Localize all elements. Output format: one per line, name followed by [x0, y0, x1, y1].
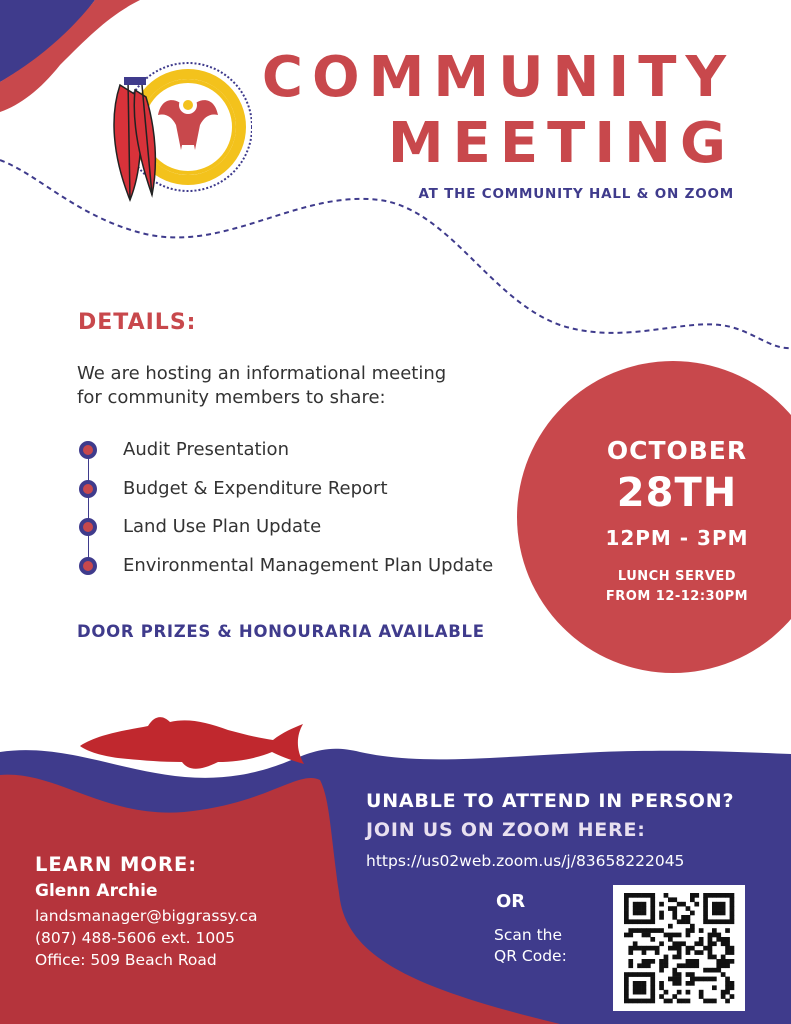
- title-line-meeting: MEETING: [387, 111, 735, 176]
- bullet-dot-icon: [79, 480, 97, 498]
- agenda-item-label: Environmental Management Plan Update: [123, 554, 494, 576]
- agenda-item-label: Budget & Expenditure Report: [123, 477, 388, 499]
- unable-to-attend-heading: UNABLE TO ATTEND IN PERSON?: [366, 790, 735, 812]
- zoom-meeting-link[interactable]: https://us02web.zoom.us/j/83658222045: [366, 852, 685, 870]
- lunch-line-2: FROM 12-12:30PM: [605, 589, 749, 604]
- door-prizes-note: DOOR PRIZES & HONOURARIA AVAILABLE: [77, 622, 485, 641]
- qr-code-graphic: [613, 885, 745, 1011]
- join-zoom-heading: JOIN US ON ZOOM HERE:: [366, 819, 646, 841]
- intro-line-1: We are hosting an informational meeting: [77, 363, 447, 384]
- intro-line-2: for community members to share:: [77, 387, 386, 408]
- contact-phone: (807) 488-5606 ext. 1005: [35, 929, 235, 947]
- title-line-community: COMMUNITY: [261, 45, 735, 110]
- fish-silhouette-icon: [78, 712, 306, 774]
- eagle-feathers-emblem-icon: [100, 55, 252, 210]
- contact-email-link[interactable]: landsmanager@biggrassy.ca: [35, 907, 258, 925]
- event-time: 12PM - 3PM: [605, 526, 749, 550]
- agenda-connector-line: [88, 454, 89, 569]
- scan-line-2: QR Code:: [494, 947, 567, 965]
- or-label: OR: [496, 891, 526, 912]
- bullet-dot-icon: [79, 441, 97, 459]
- lunch-line-1: LUNCH SERVED: [617, 569, 737, 584]
- contact-office-address: Office: 509 Beach Road: [35, 951, 217, 969]
- scan-qr-label: [494, 925, 567, 967]
- bullet-dot-icon: [79, 518, 97, 536]
- scan-line-1: Scan the: [494, 926, 563, 944]
- details-intro: [77, 362, 497, 410]
- event-day: 28TH: [616, 470, 738, 516]
- bullet-dot-icon: [79, 557, 97, 575]
- contact-name: Glenn Archie: [35, 881, 158, 901]
- agenda-item-label: Audit Presentation: [123, 439, 289, 460]
- event-month: OCTOBER: [606, 436, 748, 465]
- agenda-item-label: Land Use Plan Update: [123, 516, 322, 537]
- location-subtitle: AT THE COMMUNITY HALL & ON ZOOM: [418, 186, 734, 202]
- qr-code-icon[interactable]: [613, 885, 745, 1011]
- learn-more-heading: LEARN MORE:: [35, 853, 198, 876]
- details-heading: DETAILS:: [78, 310, 197, 335]
